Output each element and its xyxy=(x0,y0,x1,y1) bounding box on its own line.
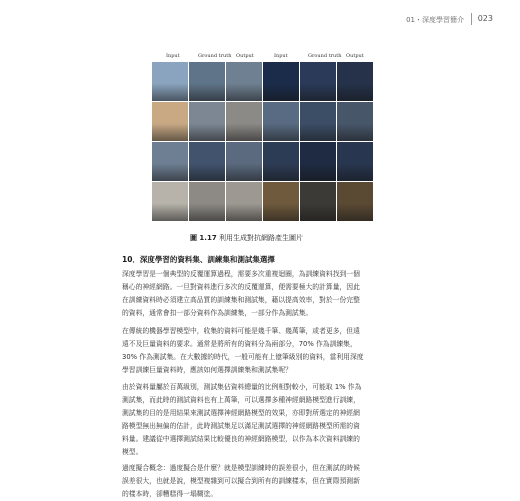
image-grid xyxy=(152,62,373,222)
figure-caption xyxy=(190,233,350,245)
photo-tile xyxy=(300,142,336,181)
caption-text: 利用生成對抗網路產生圖片 xyxy=(218,234,303,242)
paragraph xyxy=(122,462,404,501)
paragraph-line: 料量。建議從中選擇測試結果比較優良的神經網路模型，以作為本次資料訓練的 xyxy=(122,435,360,443)
photo-tile xyxy=(226,62,262,101)
column-header: Input xyxy=(274,53,288,59)
photo-tile xyxy=(189,62,225,101)
photo-tile xyxy=(337,182,373,221)
running-header-section: 01・深度學習簡介 xyxy=(406,16,464,24)
column-header: Output xyxy=(346,53,364,59)
header-divider xyxy=(471,13,472,25)
photo-tile xyxy=(263,182,299,221)
photo-tile xyxy=(189,142,225,181)
section-heading: 10．深度學習的資料集、訓練集和測試集選擇 xyxy=(122,255,275,264)
paragraph-line: 的資料，通常會扣一部分資料作為訓練集，一部分作為測試集。 xyxy=(122,309,313,317)
paragraph-line: 學習訓練巨量資料時，應該如何選擇訓練集和測試集呢？ xyxy=(122,366,292,374)
photo-tile xyxy=(226,102,262,141)
column-header: Input xyxy=(166,53,180,59)
photo-tile xyxy=(189,182,225,221)
paragraph-line: 路模型無出無偏的估計，此時測試集足以滿足測試選擇的神經網路模型所需的資 xyxy=(122,422,360,430)
paragraph xyxy=(122,325,404,377)
paragraph xyxy=(122,381,404,459)
paragraph-line: 測試集的目的是用結果來測試選擇神經網路模型的效果，亦即對所選定的神經網 xyxy=(122,409,360,417)
paragraph xyxy=(122,268,404,320)
photo-tile xyxy=(263,102,299,141)
paragraph-line: 模型。 xyxy=(122,448,143,456)
photo-tile xyxy=(226,142,262,181)
photo-tile xyxy=(226,182,262,221)
photo-tile xyxy=(300,182,336,221)
photo-tile xyxy=(152,102,188,141)
photo-tile xyxy=(152,62,188,101)
paragraph-line: 深度學習是一個典型的反覆運算過程，需要多次重複迴圈，為訓練資料找到一個 xyxy=(122,270,360,278)
paragraph-line: 遠不及巨量資料的要求。通常是將所有的資料分為兩部分，70% 作為訓練集， xyxy=(122,340,357,348)
paragraph-line: 誤差很大，也就是說，模型複雜到可以擬合到所有的訓練樣本，但在實際預測新 xyxy=(122,477,360,485)
photo-tile xyxy=(337,142,373,181)
paragraph-line: 在傳統的機器學習模型中，收集的資料可能是幾千筆、幾萬筆，或者更多，但遠 xyxy=(122,327,360,335)
photo-tile xyxy=(152,142,188,181)
photo-tile xyxy=(337,102,373,141)
paragraph-line: 由於資料量屬於百萬級別，測試集佔資料總量的比例相對較小，可能取 1% 作為 xyxy=(122,383,362,391)
paragraph-line: 稱心的神經網路。一旦對資料進行多次的反覆運算，便需要極大的計算量，因此 xyxy=(122,283,360,291)
column-header: Ground truth xyxy=(198,53,232,59)
running-header xyxy=(335,13,505,27)
photo-tile xyxy=(300,102,336,141)
photo-tile xyxy=(152,182,188,221)
page-number: 023 xyxy=(477,14,493,23)
figure-gan-images xyxy=(150,50,375,222)
paragraph-line: 測試集，而此時的測試資料也有上萬筆，可以選擇多種神經網路模型進行訓練， xyxy=(122,396,360,404)
paragraph-line: 過度擬合概念：過度擬合是什麼？就是模型訓練時的誤差很小，但在測試的時候 xyxy=(122,464,360,472)
photo-tile xyxy=(263,142,299,181)
caption-number: 圖 1.17 xyxy=(190,234,217,242)
paragraph-line: 30% 作為測試集。在大數據的時代，一般可能有上億筆級別的資料，當利用深度 xyxy=(122,353,364,361)
column-header: Output xyxy=(236,53,254,59)
photo-tile xyxy=(337,62,373,101)
photo-tile xyxy=(189,102,225,141)
paragraph-line: 在訓練資料時必須建立高品質的訓練集和測試集，藉以提高效率，對於一份完整 xyxy=(122,296,360,304)
photo-tile xyxy=(263,62,299,101)
paragraph-line: 的樣本時，卻糟糕得一塌糊塗。 xyxy=(122,490,218,498)
column-header: Ground truth xyxy=(308,53,342,59)
photo-tile xyxy=(300,62,336,101)
